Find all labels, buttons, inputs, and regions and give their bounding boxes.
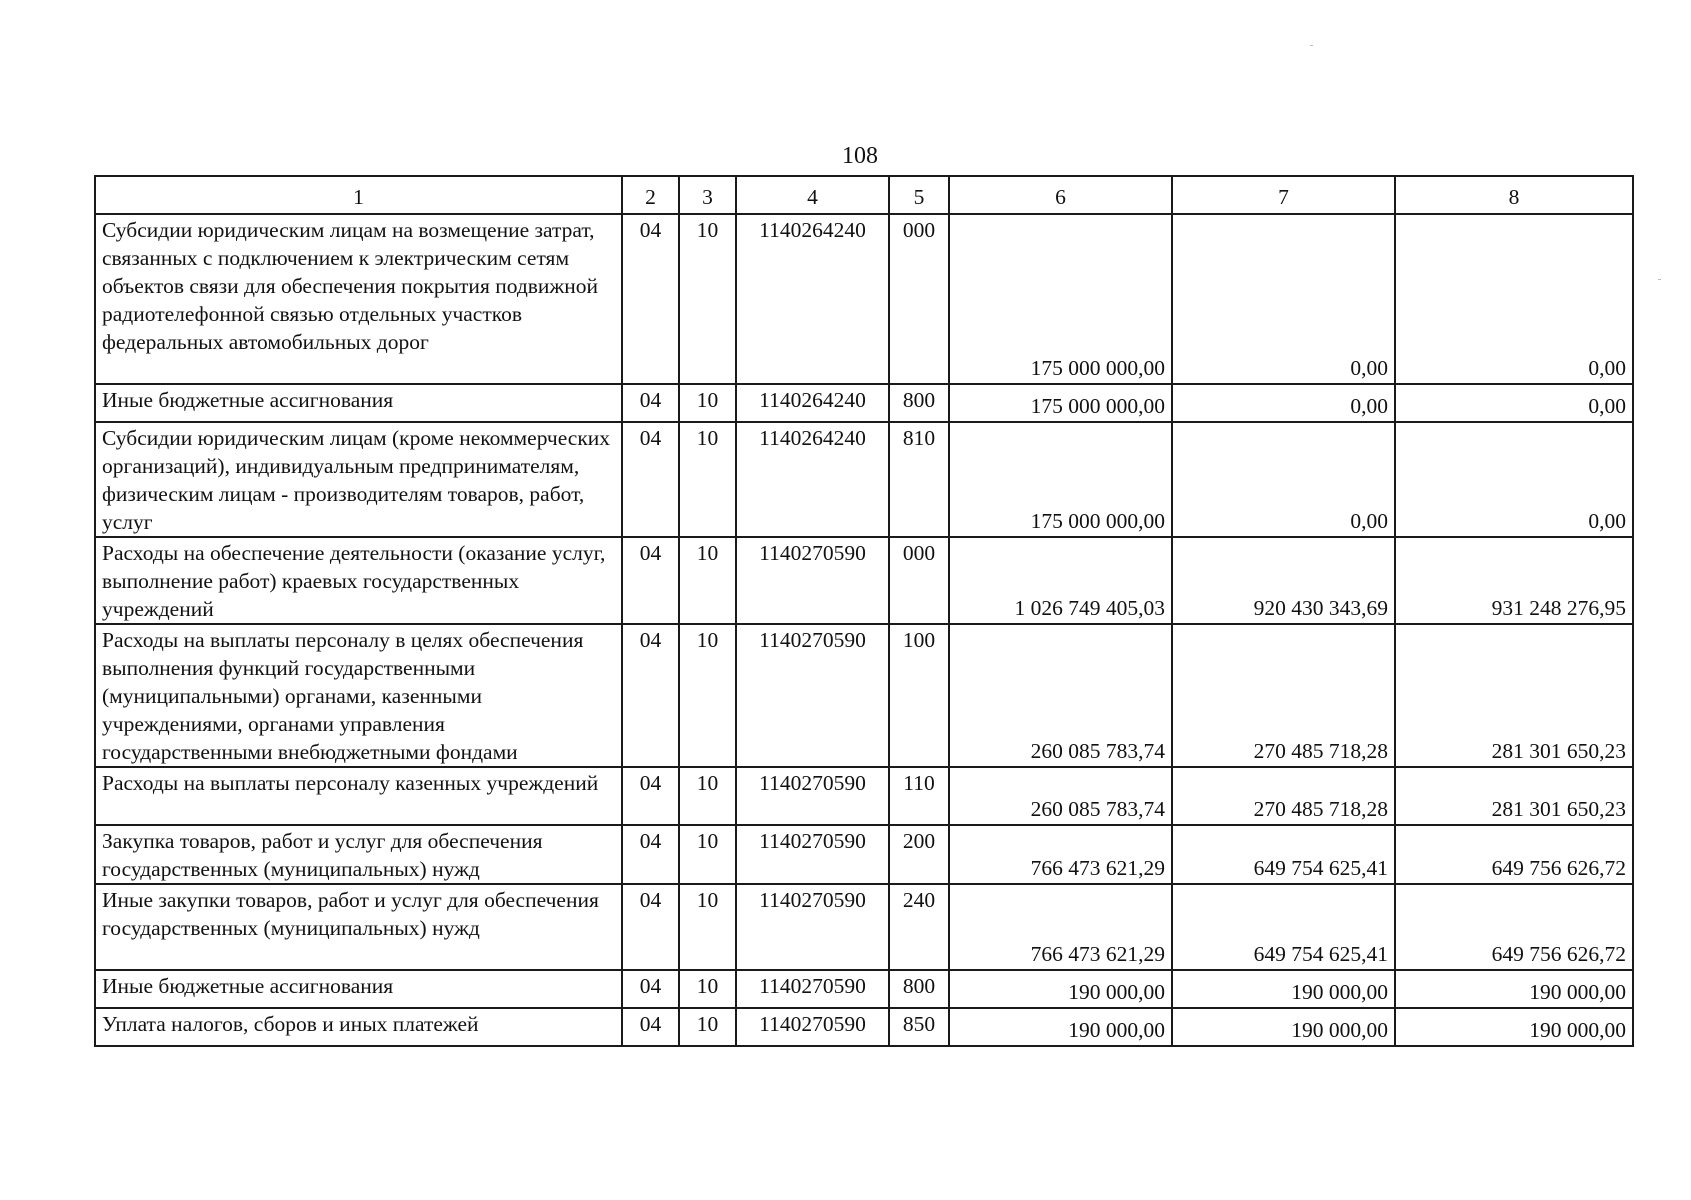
scan-speck <box>1658 279 1661 280</box>
amount-col-6: 175 000 000,00 <box>949 214 1172 384</box>
section-code: 04 <box>622 767 679 825</box>
column-header: 3 <box>679 176 736 214</box>
expense-type-code: 200 <box>889 825 949 884</box>
table-row <box>95 1008 1633 1046</box>
table-row <box>95 624 1633 767</box>
subsection-code: 10 <box>679 624 736 767</box>
amount-col-8: 281 301 650,23 <box>1395 767 1633 825</box>
table-row <box>95 214 1633 384</box>
amount-col-8: 190 000,00 <box>1395 970 1633 1008</box>
expense-type-code: 100 <box>889 624 949 767</box>
scan-speck <box>1310 45 1313 46</box>
target-article-code: 1140270590 <box>736 537 889 624</box>
section-code: 04 <box>622 537 679 624</box>
item-name: Расходы на обеспечение деятельности (оказание услуг, выполнение работ) краевых государственных учреждений <box>95 537 622 624</box>
subsection-code: 10 <box>679 422 736 537</box>
column-header: 6 <box>949 176 1172 214</box>
table-row <box>95 384 1633 422</box>
amount-col-7: 190 000,00 <box>1172 1008 1395 1046</box>
target-article-code: 1140270590 <box>736 884 889 970</box>
subsection-code: 10 <box>679 767 736 825</box>
section-code: 04 <box>622 214 679 384</box>
amount-col-7: 270 485 718,28 <box>1172 767 1395 825</box>
item-name: Иные закупки товаров, работ и услуг для обеспечения государственных (муниципальных) нужд <box>95 884 622 970</box>
item-name: Иные бюджетные ассигнования <box>95 970 622 1008</box>
amount-col-7: 190 000,00 <box>1172 970 1395 1008</box>
section-code: 04 <box>622 970 679 1008</box>
item-name: Субсидии юридическим лицам (кроме некоммерческих организаций), индивидуальным предпринимателям, физическим лицам - производителям товаров, работ, услуг <box>95 422 622 537</box>
table-row <box>95 537 1633 624</box>
expense-type-code: 800 <box>889 384 949 422</box>
item-name: Расходы на выплаты персоналу казенных учреждений <box>95 767 622 825</box>
item-name: Иные бюджетные ассигнования <box>95 384 622 422</box>
subsection-code: 10 <box>679 970 736 1008</box>
amount-col-6: 175 000 000,00 <box>949 422 1172 537</box>
column-header: 4 <box>736 176 889 214</box>
section-code: 04 <box>622 825 679 884</box>
target-article-code: 1140264240 <box>736 422 889 537</box>
amount-col-8: 649 756 626,72 <box>1395 825 1633 884</box>
item-name: Субсидии юридическим лицам на возмещение затрат, связанных с подключением к электрическим сетям объектов связи для обеспечения покрытия подвижной радиотелефонной связью отдельных участков федеральных автомобильных дорог <box>95 214 622 384</box>
amount-col-8: 281 301 650,23 <box>1395 624 1633 767</box>
amount-col-6: 1 026 749 405,03 <box>949 537 1172 624</box>
subsection-code: 10 <box>679 537 736 624</box>
amount-col-6: 766 473 621,29 <box>949 884 1172 970</box>
amount-col-6: 260 085 783,74 <box>949 624 1172 767</box>
amount-col-7: 0,00 <box>1172 422 1395 537</box>
amount-col-7: 0,00 <box>1172 214 1395 384</box>
amount-col-8: 0,00 <box>1395 384 1633 422</box>
table-row <box>95 970 1633 1008</box>
table-row <box>95 767 1633 825</box>
table-body <box>95 214 1633 1046</box>
column-header: 1 <box>95 176 622 214</box>
section-code: 04 <box>622 384 679 422</box>
subsection-code: 10 <box>679 384 736 422</box>
target-article-code: 1140270590 <box>736 825 889 884</box>
amount-col-8: 0,00 <box>1395 214 1633 384</box>
amount-col-8: 0,00 <box>1395 422 1633 537</box>
section-code: 04 <box>622 624 679 767</box>
amount-col-7: 920 430 343,69 <box>1172 537 1395 624</box>
subsection-code: 10 <box>679 884 736 970</box>
amount-col-6: 260 085 783,74 <box>949 767 1172 825</box>
amount-col-7: 649 754 625,41 <box>1172 825 1395 884</box>
expense-type-code: 800 <box>889 970 949 1008</box>
page-number: 108 <box>842 143 878 169</box>
item-name: Закупка товаров, работ и услуг для обеспечения государственных (муниципальных) нужд <box>95 825 622 884</box>
subsection-code: 10 <box>679 825 736 884</box>
target-article-code: 1140270590 <box>736 767 889 825</box>
amount-col-6: 766 473 621,29 <box>949 825 1172 884</box>
amount-col-7: 649 754 625,41 <box>1172 884 1395 970</box>
target-article-code: 1140264240 <box>736 214 889 384</box>
column-header: 5 <box>889 176 949 214</box>
target-article-code: 1140270590 <box>736 624 889 767</box>
expense-type-code: 000 <box>889 214 949 384</box>
table-row <box>95 422 1633 537</box>
expense-type-code: 240 <box>889 884 949 970</box>
target-article-code: 1140270590 <box>736 1008 889 1046</box>
amount-col-6: 175 000 000,00 <box>949 384 1172 422</box>
subsection-code: 10 <box>679 214 736 384</box>
expense-type-code: 110 <box>889 767 949 825</box>
table-row <box>95 825 1633 884</box>
section-code: 04 <box>622 422 679 537</box>
column-header: 8 <box>1395 176 1633 214</box>
item-name: Уплата налогов, сборов и иных платежей <box>95 1008 622 1046</box>
amount-col-8: 190 000,00 <box>1395 1008 1633 1046</box>
amount-col-7: 0,00 <box>1172 384 1395 422</box>
column-number-row <box>95 176 1633 214</box>
table-row <box>95 884 1633 970</box>
item-name: Расходы на выплаты персоналу в целях обеспечения выполнения функций государственными (муниципальными) органами, казенными учреждениями, органами управления государственными внебюджетными фондами <box>95 624 622 767</box>
target-article-code: 1140270590 <box>736 970 889 1008</box>
subsection-code: 10 <box>679 1008 736 1046</box>
section-code: 04 <box>622 884 679 970</box>
expense-type-code: 810 <box>889 422 949 537</box>
target-article-code: 1140264240 <box>736 384 889 422</box>
section-code: 04 <box>622 1008 679 1046</box>
expense-type-code: 000 <box>889 537 949 624</box>
budget-table <box>94 175 1634 1047</box>
amount-col-7: 270 485 718,28 <box>1172 624 1395 767</box>
amount-col-6: 190 000,00 <box>949 970 1172 1008</box>
column-header: 2 <box>622 176 679 214</box>
amount-col-8: 931 248 276,95 <box>1395 537 1633 624</box>
column-header: 7 <box>1172 176 1395 214</box>
amount-col-8: 649 756 626,72 <box>1395 884 1633 970</box>
amount-col-6: 190 000,00 <box>949 1008 1172 1046</box>
expense-type-code: 850 <box>889 1008 949 1046</box>
